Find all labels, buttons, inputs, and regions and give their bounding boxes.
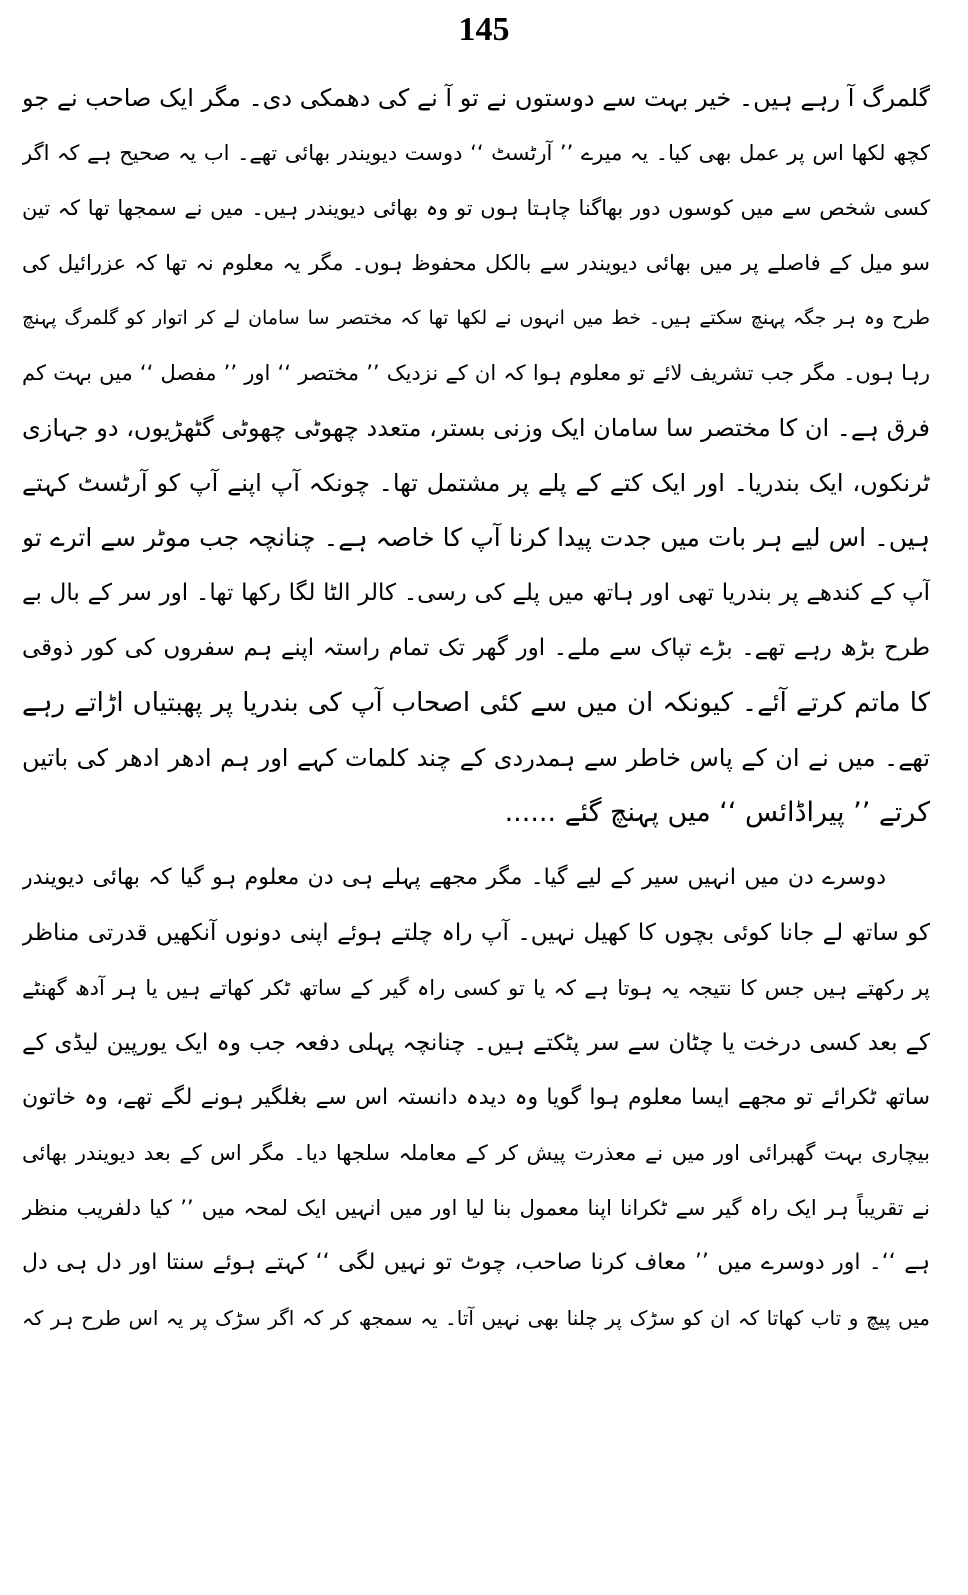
text-line: رہا ہوں۔ مگر جب تشریف لائے تو معلوم ہوا کہ ان کے نزدیک ’’ مختصر ‘‘ اور ’’ مفصل ‘‘ میں بہت کم bbox=[22, 361, 930, 385]
text-line: پر رکھتے ہیں جس کا نتیجہ یہ ہوتا ہے کہ یا تو کسی راہ گیر کے ساتھ ٹکر کھاتے ہیں یا ہر آدھ گھنٹے bbox=[22, 976, 930, 1000]
text-line: ہے ‘‘۔ اور دوسرے میں ’’ معاف کرنا صاحب، چوٹ تو نہیں لگی ‘‘ کہتے ہوئے سنتا اور دل ہی دل bbox=[22, 1250, 930, 1275]
text-line: میں پیچ و تاب کھاتا کہ ان کو سڑک پر چلنا بھی نہیں آتا۔ یہ سمجھ کر کہ اگر سڑک پر یہ اس طرح ہر کہ bbox=[22, 1306, 930, 1330]
text-line: گلمرگ آ رہے ہیں۔ خیر بہت سے دوستوں نے تو آ نے کی دھمکی دی۔ مگر ایک صاحب نے جو bbox=[22, 84, 930, 112]
text-line: فرق ہے۔ ان کا مختصر سا سامان ایک وزنی بستر، متعدد چھوٹی چھوٹی گٹھڑیوں، دو جہازی bbox=[22, 414, 930, 442]
text-line: سو میل کے فاصلے پر میں بھائی دیویندر سے بالکل محفوظ ہوں۔ مگر یہ معلوم نہ تھا کہ عزرائیل کی bbox=[22, 251, 930, 275]
text-line: کے بعد کسی درخت یا چٹان سے سر پٹکتے ہیں۔ چنانچہ پہلی دفعہ جب وہ ایک یورپین لیڈی کے bbox=[22, 1030, 930, 1056]
text-line: تھے۔ میں نے ان کے پاس خاطر سے ہمدردی کے چند کلمات کہے اور ہم ادھر ادھر کی باتیں bbox=[22, 744, 930, 772]
text-line: ساتھ ٹکرائے تو مجھے ایسا معلوم ہوا گویا وہ دیدہ دانستہ اس سے بغلگیر ہونے لگے تھے، وہ خاتون bbox=[22, 1085, 930, 1110]
text-line: کو ساتھ لے جانا کوئی بچوں کا کھیل نہیں۔ آپ راہ چلتے ہوئے اپنی دونوں آنکھیں قدرتی مناظر bbox=[22, 920, 930, 946]
text-line: ٹرنکوں، ایک بندریا۔ اور ایک کتے کے پلے پر مشتمل تھا۔ چونکہ آپ اپنے آپ کو آرٹسٹ کہتے bbox=[22, 469, 930, 497]
text-line: کسی شخص سے میں کوسوں دور بھاگنا چاہتا ہوں تو وہ بھائی دیویندر ہیں۔ میں نے سمجھا تھا کہ تین bbox=[22, 196, 930, 220]
text-line: کا ماتم کرتے آئے۔ کیونکہ ان میں سے کئی اصحاب آپ کی بندریا پر پھبتیاں اڑاتے رہے bbox=[22, 688, 930, 718]
text-line: کچھ لکھا اس پر عمل بھی کیا۔ یہ میرے ’’ آرٹسٹ ‘‘ دوست دیویندر بھائی تھے۔ اب یہ صحیح ہے کہ اگر bbox=[22, 141, 930, 165]
text-line: ہیں۔ اس لیے ہر بات میں جدت پیدا کرنا آپ کا خاصہ ہے۔ چنانچہ جب موٹر سے اترے تو bbox=[22, 523, 930, 552]
text-line-indented: دوسرے دن میں انہیں سیر کے لیے گیا۔ مگر مجھے پہلے ہی دن معلوم ہو گیا کہ بھائی دیویندر bbox=[22, 865, 886, 890]
text-line: آپ کے کندھے پر بندریا تھی اور ہاتھ میں پلے کی رسی۔ کالر الٹا لگا رکھا تھا۔ اور سر کے بال بے bbox=[22, 580, 930, 606]
page-number: 145 bbox=[458, 11, 510, 48]
text-line: بیچاری بہت گھبرائی اور میں نے معذرت پیش کر کے معاملہ سلجھا دیا۔ مگر اس کے بعد دیویندر بھائی bbox=[22, 1141, 930, 1165]
text-line: نے تقریباً ہر ایک راہ گیر سے ٹکرانا اپنا معمول بنا لیا اور میں انہیں ایک لمحہ میں ’’ کیا دلفریب منظر bbox=[22, 1196, 930, 1220]
text-line: طرح بڑھ رہے تھے۔ بڑے تپاک سے ملے۔ اور گھر تک تمام راستہ اپنے ہم سفروں کی کور ذوقی bbox=[22, 635, 930, 661]
text-line: طرح وہ ہر جگہ پہنچ سکتے ہیں۔ خط میں انہوں نے لکھا تھا کہ مختصر سا سامان لے کر اتوار کو گلمرگ پہنچ bbox=[22, 307, 930, 329]
text-line-last: کرتے ’’ پیراڈائس ‘‘ میں پہنچ گئے ...... bbox=[504, 797, 930, 828]
